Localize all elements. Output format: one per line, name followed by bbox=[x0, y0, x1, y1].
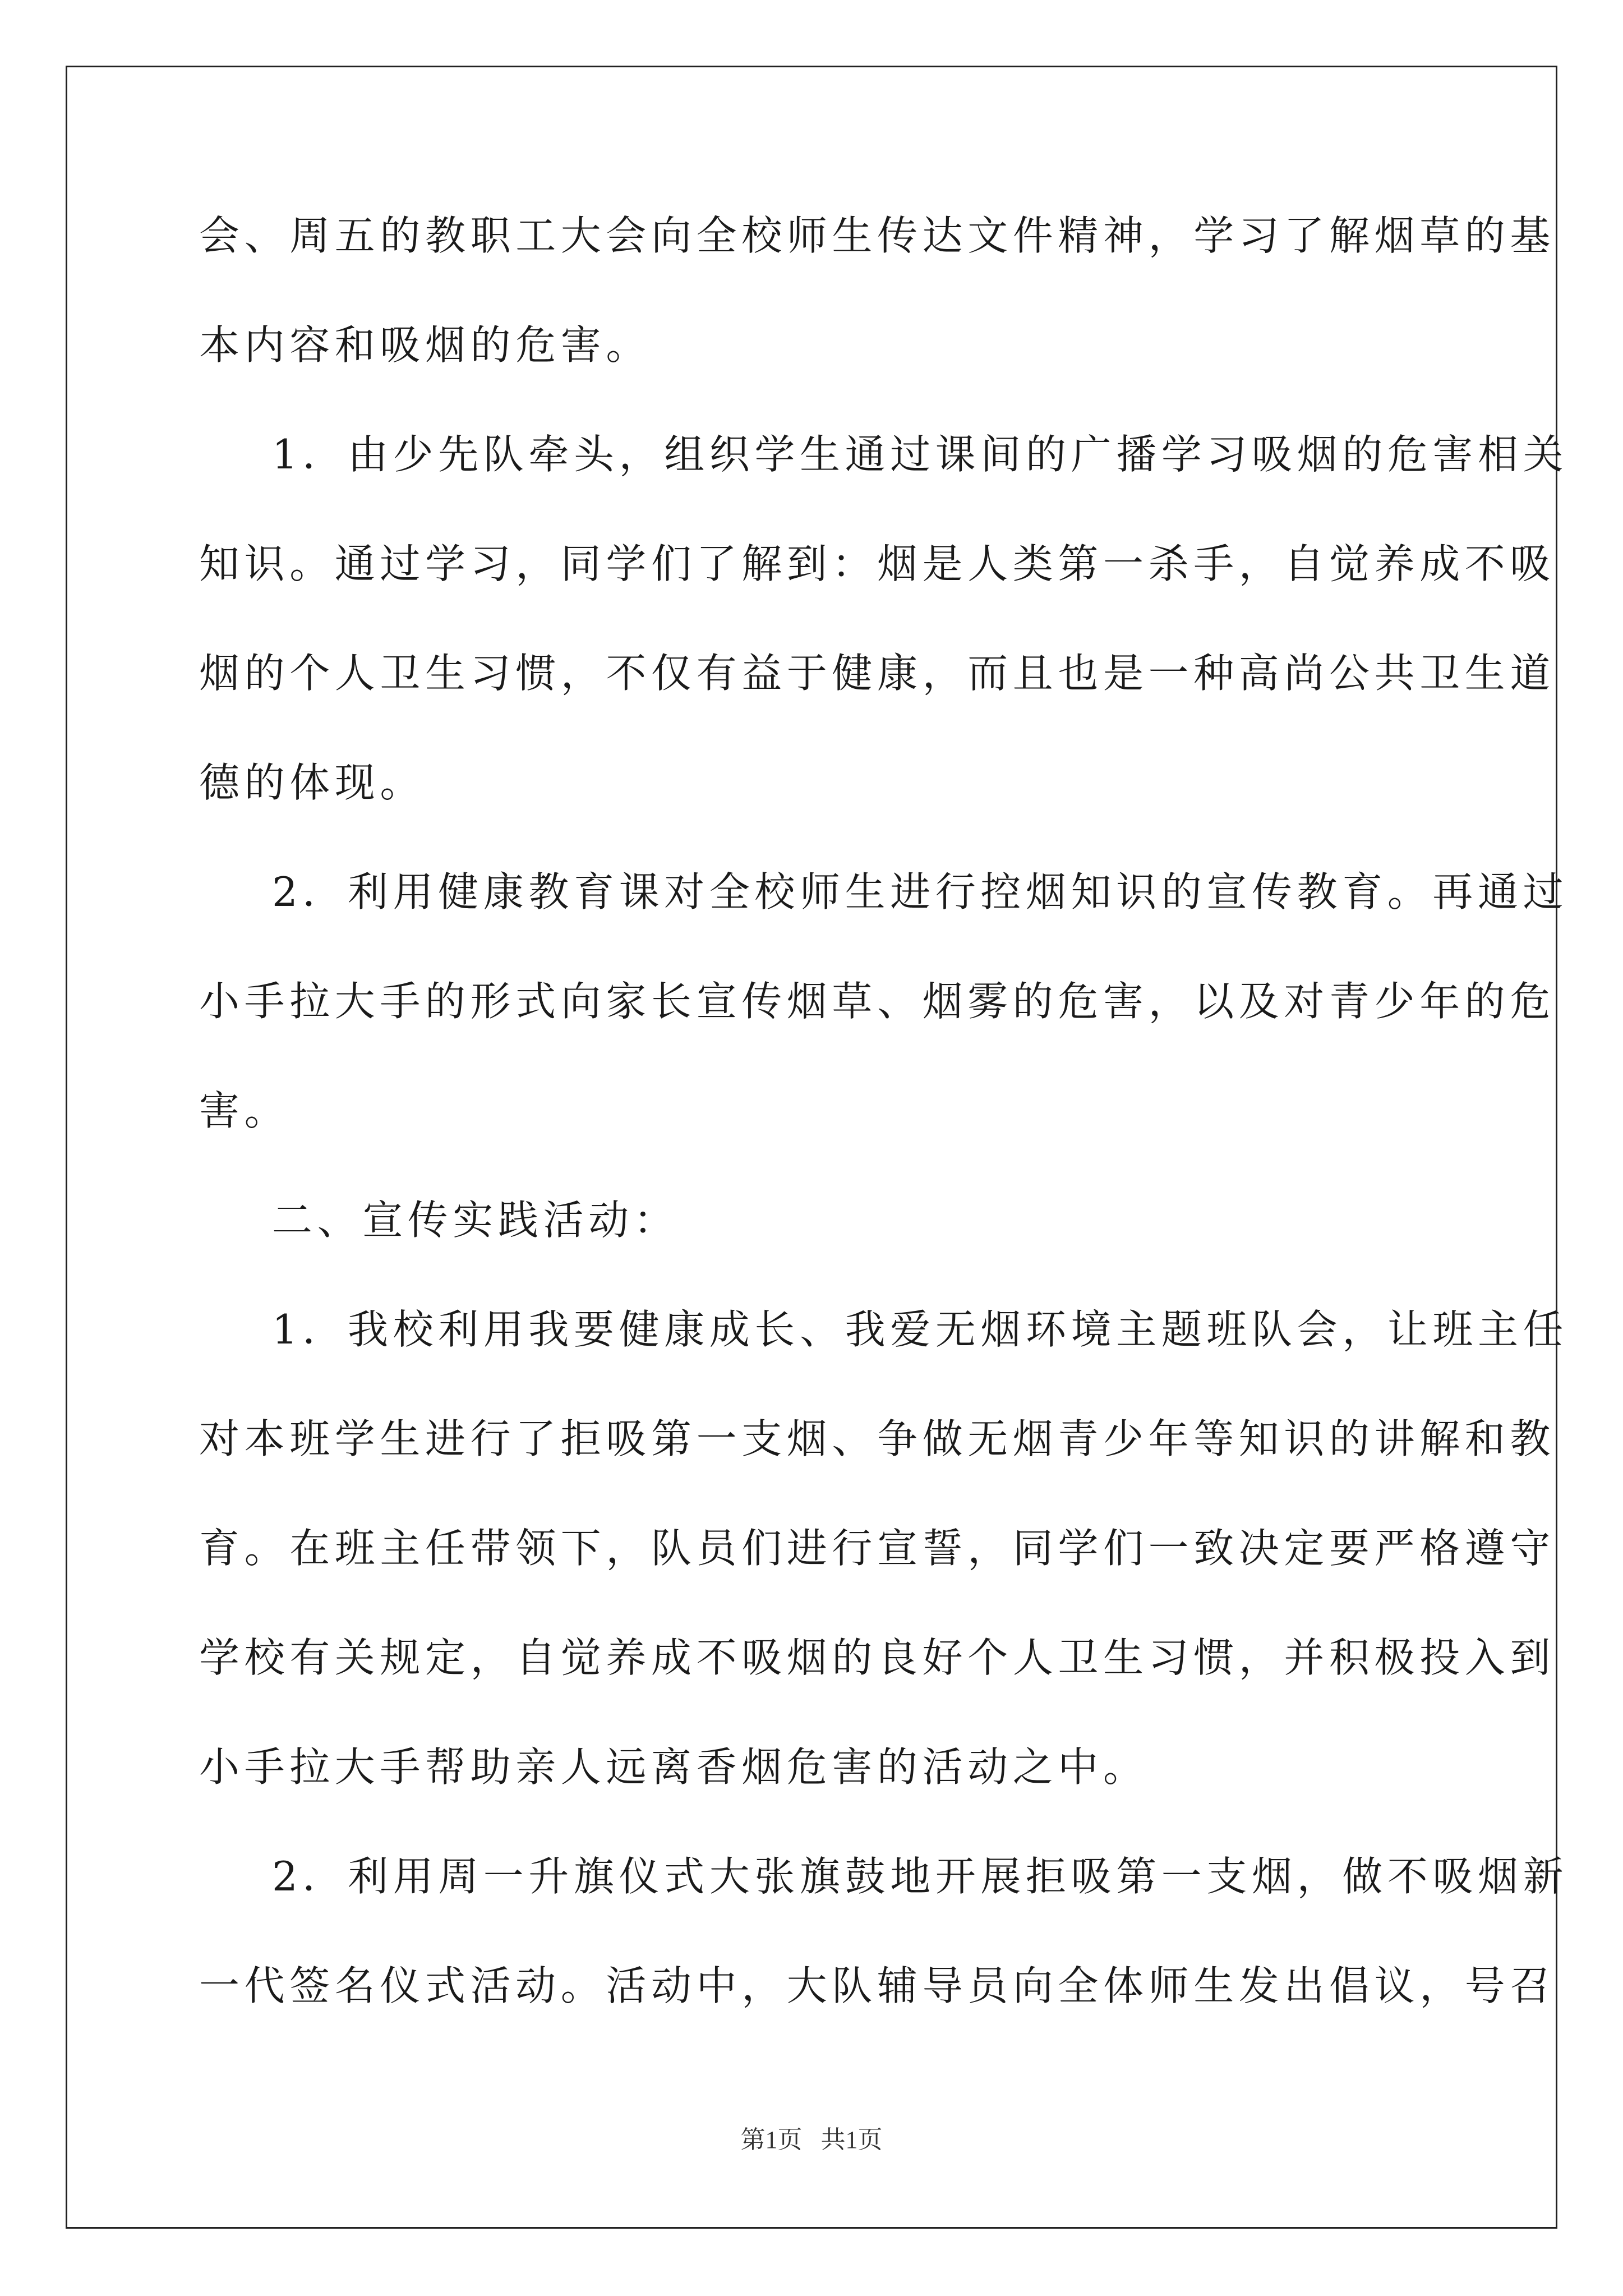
paragraph-first-line: 2．利用周一升旗仪式大张旗鼓地开展拒吸第一支烟，做不吸烟新 bbox=[272, 1853, 1569, 1900]
text-line: 小手拉大手帮助亲人远离香烟危害的活动之中。 bbox=[199, 1743, 1149, 1791]
text-line: 小手拉大手的形式向家长宣传烟草、烟雾的危害，以及对青少年的危 bbox=[199, 978, 1556, 1025]
text-line: 德的体现。 bbox=[199, 759, 426, 806]
page-total: 共1页 bbox=[820, 2126, 883, 2154]
paragraph-first-line: 1．由少先队牵头，组织学生通过课间的广播学习吸烟的危害相关 bbox=[272, 431, 1569, 478]
text-line: 学校有关规定，自觉养成不吸烟的良好个人卫生习惯，并积极投入到 bbox=[199, 1634, 1556, 1681]
page-number: 第1页 bbox=[740, 2126, 803, 2154]
text-line: 知识。通过学习，同学们了解到：烟是人类第一杀手，自觉养成不吸 bbox=[199, 540, 1556, 587]
text-line: 本内容和吸烟的危害。 bbox=[199, 321, 652, 369]
text-line: 一代签名仪式活动。活动中，大队辅导员向全体师生发出倡议，号召 bbox=[199, 1962, 1556, 2009]
text-line: 烟的个人卫生习惯，不仅有益于健康，而且也是一种高尚公共卫生道 bbox=[199, 650, 1556, 697]
paragraph-first-line: 1．我校利用我要健康成长、我爱无烟环境主题班队会，让班主任 bbox=[272, 1306, 1569, 1353]
text-line: 会、周五的教职工大会向全校师生传达文件精神，学习了解烟草的基 bbox=[199, 212, 1556, 259]
section-heading: 二、宣传实践活动： bbox=[272, 1197, 679, 1244]
text-line: 对本班学生进行了拒吸第一支烟、争做无烟青少年等知识的讲解和教 bbox=[199, 1415, 1556, 1462]
text-line: 害。 bbox=[199, 1087, 290, 1134]
paragraph-first-line: 2．利用健康教育课对全校师生进行控烟知识的宣传教育。再通过 bbox=[272, 868, 1569, 915]
text-line: 育。在班主任带领下，队员们进行宣誓，同学们一致决定要严格遵守 bbox=[199, 1525, 1556, 1572]
page-footer bbox=[0, 2126, 1623, 2154]
footer-spacer bbox=[803, 2126, 821, 2154]
document-body bbox=[199, 208, 1569, 2067]
